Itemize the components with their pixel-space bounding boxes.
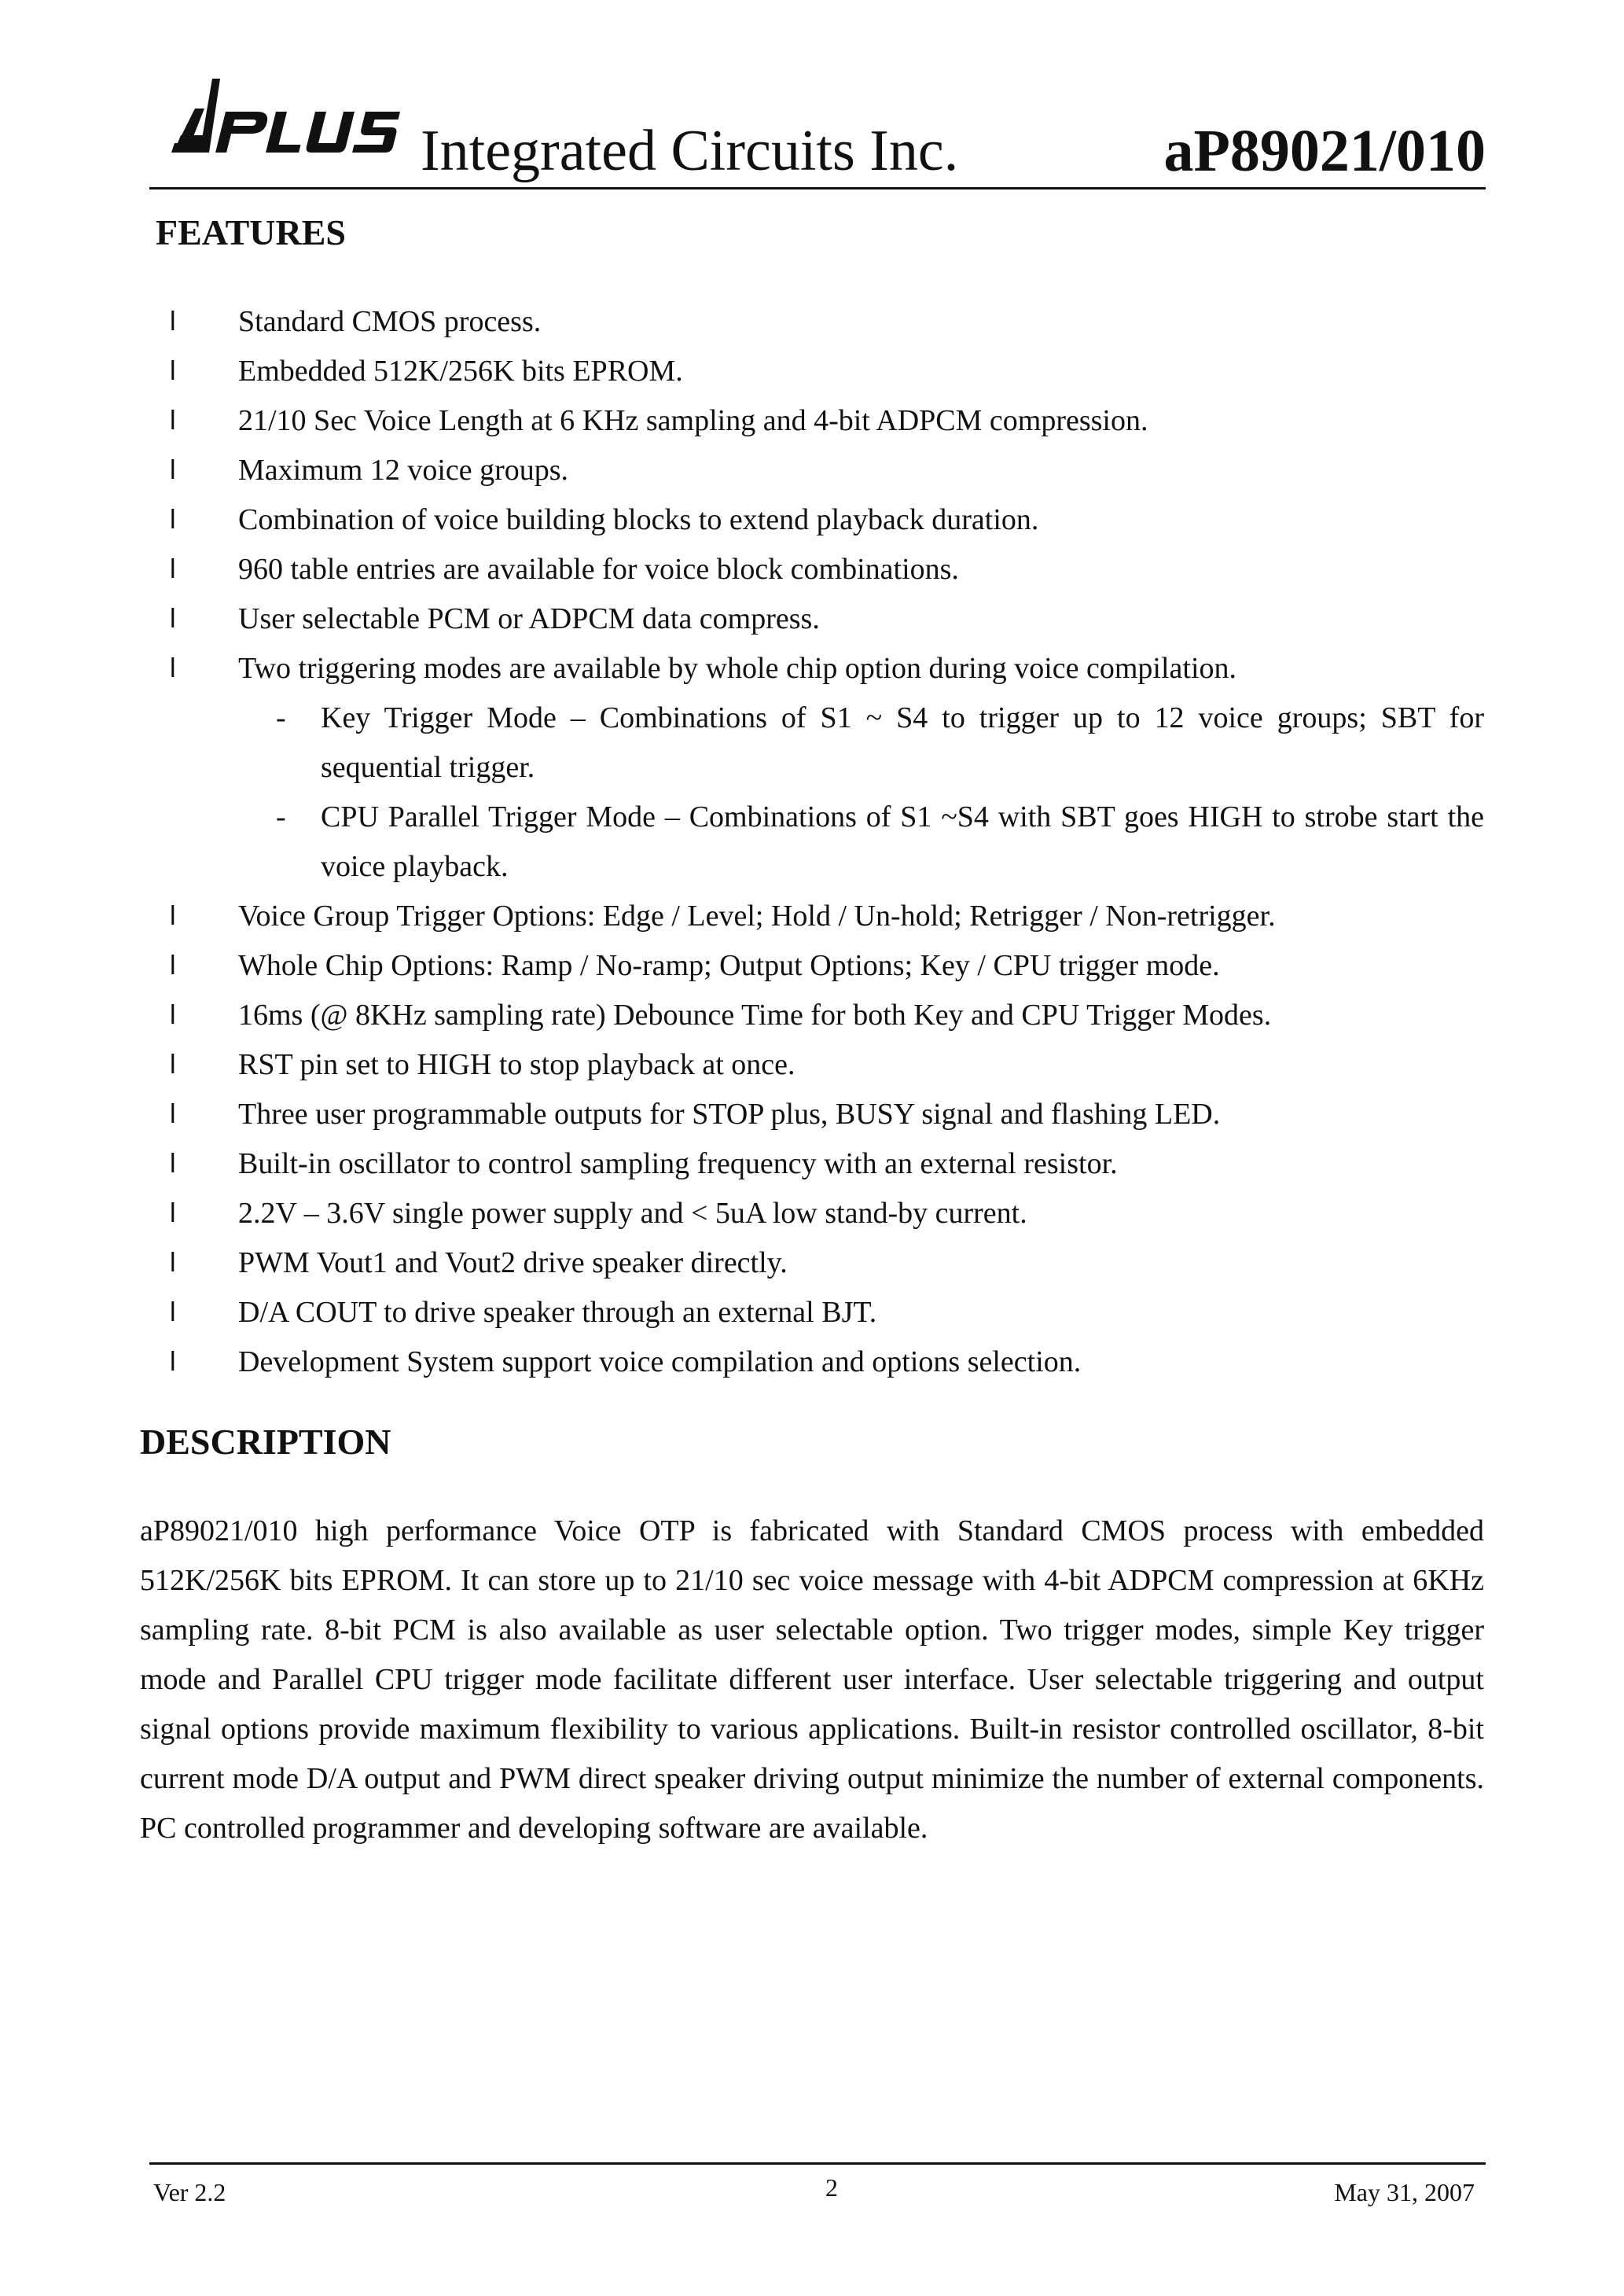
feature-item: l RST pin set to HIGH to stop playback at once. xyxy=(0,1040,1624,1090)
bullet-icon: l xyxy=(170,1050,176,1080)
feature-item: l Whole Chip Options: Ramp / No-ramp; Output Options; Key / CPU trigger mode. xyxy=(0,941,1624,991)
features-list xyxy=(0,297,1624,1387)
feature-sub-item: - Key Trigger Mode – Combinations of S1 ~ S4 to trigger up to 12 voice groups; SBT for sequential trigger. xyxy=(0,694,1624,793)
bullet-icon: l xyxy=(170,1297,176,1327)
feature-item: l User selectable PCM or ADPCM data compress. xyxy=(0,594,1624,644)
bullet-icon: l xyxy=(170,1000,176,1030)
bullet-icon: l xyxy=(170,653,176,683)
feature-item: l PWM Vout1 and Vout2 drive speaker directly. xyxy=(0,1238,1624,1288)
footer-divider xyxy=(149,2162,1486,2165)
dash-icon: - xyxy=(276,701,286,734)
feature-item: l Built-in oscillator to control sampling frequency with an external resistor. xyxy=(0,1139,1624,1189)
features-heading: FEATURES xyxy=(156,212,346,252)
page-number: 2 xyxy=(825,2173,838,2202)
description-heading: DESCRIPTION xyxy=(140,1422,391,1462)
bullet-icon: l xyxy=(170,951,176,981)
bullet-icon: l xyxy=(170,604,176,634)
bullet-icon: l xyxy=(170,901,176,931)
feature-item: l 2.2V – 3.6V single power supply and < 5uA low stand-by current. xyxy=(0,1189,1624,1238)
bullet-icon: l xyxy=(170,455,176,485)
feature-item: l 960 table entries are available for voice block combinations. xyxy=(0,545,1624,594)
feature-sub-item: - CPU Parallel Trigger Mode – Combinations of S1 ~S4 with SBT goes HIGH to strobe start the voice playback. xyxy=(0,793,1624,892)
feature-item: l Two triggering modes are available by whole chip option during voice compilation. xyxy=(0,644,1624,694)
bullet-icon: l xyxy=(170,554,176,584)
feature-item: l 16ms (@ 8KHz sampling rate) Debounce Time for both Key and CPU Trigger Modes. xyxy=(0,991,1624,1040)
bullet-icon: l xyxy=(170,505,176,535)
company-name: Integrated Circuits Inc. xyxy=(421,119,959,183)
bullet-icon: l xyxy=(170,356,176,386)
bullet-icon: l xyxy=(170,1347,176,1377)
bullet-icon: l xyxy=(170,1099,176,1129)
page-header xyxy=(149,71,1486,189)
feature-item: l Development System support voice compilation and options selection. xyxy=(0,1337,1624,1387)
dash-icon: - xyxy=(276,800,286,833)
feature-item: l Voice Group Trigger Options: Edge / Level; Hold / Un-hold; Retrigger / Non-retrigger. xyxy=(0,892,1624,941)
footer-date: May 31, 2007 xyxy=(1334,2178,1475,2206)
feature-item: l Standard CMOS process. xyxy=(0,297,1624,347)
part-number: aP89021/010 xyxy=(1163,118,1486,184)
bullet-icon: l xyxy=(170,307,176,337)
feature-item: l Embedded 512K/256K bits EPROM. xyxy=(0,347,1624,396)
feature-item: l Maximum 12 voice groups. xyxy=(0,446,1624,495)
feature-item: l 21/10 Sec Voice Length at 6 KHz sampling and 4-bit ADPCM compression. xyxy=(0,396,1624,446)
footer-version: Ver 2.2 xyxy=(153,2178,226,2206)
bullet-icon: l xyxy=(170,1198,176,1228)
description-paragraph: aP89021/010 high performance Voice OTP is fabricated with Standard CMOS process with embedded 512K/256K bits EPROM. It can store up to 21/10 sec voice message with 4-bit ADPCM compression at 6KHz sampling rate. 8-bit PCM is also available as user selectable option. Two trigger modes, simple Key trigger mode and Parallel CPU trigger mode facilitate different user interface. User selectable triggering and output signal options provide maximum flexibility to various applications. Built-in resistor controlled oscillator, 8-bit current mode D/A output and PWM direct speaker driving output minimize the number of external components. PC controlled programmer and developing software are available. xyxy=(140,1514,1484,1845)
bullet-icon: l xyxy=(170,1149,176,1179)
header-divider xyxy=(149,187,1486,189)
feature-item: l Three user programmable outputs for STOP plus, BUSY signal and flashing LED. xyxy=(0,1090,1624,1139)
feature-item: l Combination of voice building blocks to extend playback duration. xyxy=(0,495,1624,545)
bullet-icon: l xyxy=(170,406,176,436)
feature-item: l D/A COUT to drive speaker through an external BJT. xyxy=(0,1288,1624,1337)
aplus-logo xyxy=(164,77,431,179)
bullet-icon: l xyxy=(170,1248,176,1278)
